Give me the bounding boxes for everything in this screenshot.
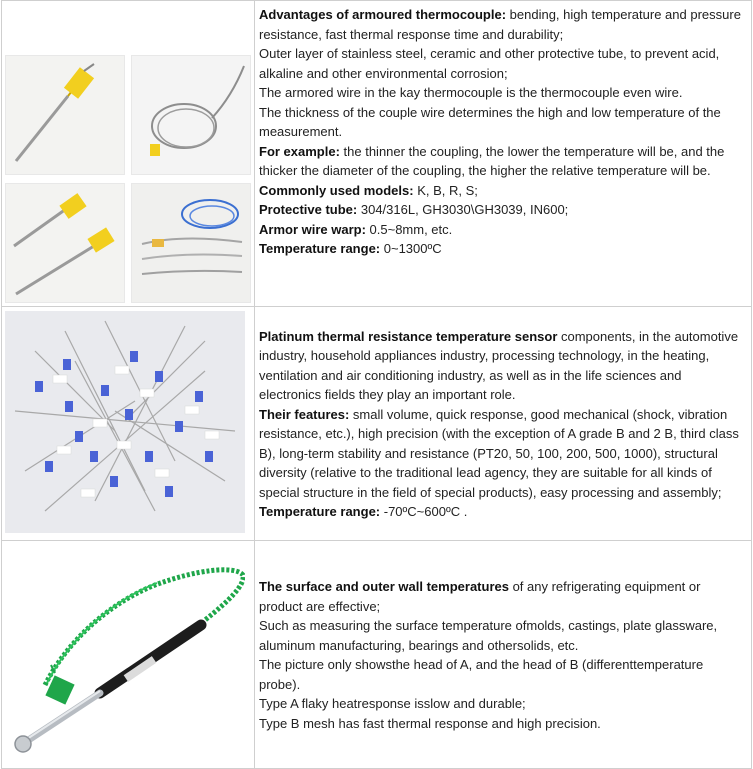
table-row [2,1,752,307]
paragraph-text: The armored wire in the kay thermocouple is the thermocouple even wire. [259,85,683,100]
platinum-resistance-sensors-photo [5,311,245,533]
paragraph-text: 304/316L, GH3030\GH3039, IN600; [357,202,569,217]
paragraph-heading: Platinum thermal resistance temperature sensor [259,328,558,344]
paragraph-text: K, B, R, S; [413,182,478,198]
paragraph-text: 0~1300ºC [380,241,442,256]
paragraph [259,142,747,181]
paragraph [259,239,747,259]
dual-probe-photo-icon [5,183,125,303]
armoured-thermocouple-photos [5,55,251,303]
paragraph [259,616,747,655]
paragraph-text: Such as measuring the surface temperature ofmolds, castings, plate glassware, aluminum manufacturing, bearings and othersolids, etc. [259,618,718,653]
paragraph-text: bending, high temperature and pressure resistance, fast thermal response time and durability; [259,7,741,42]
paragraph-heading: For example: [259,143,340,159]
paragraph-text: components, in the automotive industry, household appliances industry, processing technology, in the heating, ventilation and air conditioning industry, as well as in the life sciences and electronics fields they play an important role. [259,328,739,402]
paragraph-text: small volume, quick response, good mechanical (shock, vibration resistance, etc.), high precision (with the exception of A grade B and 2 B, third class B), long-term stability and resistance (PT20, 50, 100, 200, 500, 1000), structural diversity (relative to the traditional lead agency, they are suitable for all kinds of special structure in the field of special products), easy processing and assembly; [259,406,739,500]
paragraph-heading: Advantages of armoured thermocouple: [259,7,507,22]
probe-photo-icon [5,55,125,175]
paragraph [259,694,747,714]
image-cell [2,307,255,541]
description-cell [255,541,752,769]
paragraph [259,44,747,83]
paragraph [259,327,747,405]
paragraph [259,181,747,201]
description-cell [255,1,752,307]
paragraph [259,577,747,616]
paragraph-heading: The surface and outer wall temperatures [259,579,509,594]
paragraph-heading: Temperature range: [259,241,381,256]
paragraph [259,220,747,240]
image-cell [2,1,255,307]
paragraph-heading: Protective tube: [259,202,358,217]
paragraph-text: 0.5~8mm, etc. [365,221,453,237]
paragraph-text: the thinner the coupling, the lower the temperature will be, and the thicker the diameter of the coupling, the higher the relative temperature will be. [259,143,725,178]
paragraph [259,5,747,44]
paragraph-group [259,311,747,537]
paragraph-text: The picture only showsthe head of A, and the head of B (differenttemperature probe). [259,657,704,692]
description-cell [255,307,752,541]
paragraph-text: Type A flaky heatresponse isslow and durable; [259,696,526,711]
paragraph-heading: Armor wire warp: [259,221,366,237]
paragraph [259,103,747,142]
table-row [2,307,752,541]
paragraph-text: of any refrigerating equipment or product are effective; [259,579,701,614]
coiled-wire-photo-icon [131,55,251,175]
paragraph-heading: Their features: [259,406,350,422]
surface-probe-photo [5,545,245,759]
paragraph-group [259,545,747,765]
image-cell [2,541,255,769]
paragraph-text: -70ºC~600ºC . [380,504,468,519]
paragraph-text: Outer layer of stainless steel, ceramic and other protective tube, to prevent acid, alkaline and other environmental corrosion; [259,46,720,81]
paragraph [259,200,747,220]
paragraph [259,655,747,694]
paragraph-heading: Temperature range: [259,504,381,519]
table-row [2,541,752,769]
paragraph [259,714,747,734]
paragraph [259,502,747,522]
paragraph-text: The thickness of the couple wire determines the high and low temperature of the measurement. [259,104,721,139]
spec-table [1,0,752,769]
paragraph-text: Type B mesh has fast thermal response and high precision. [259,715,601,731]
blue-wire-photo-icon [131,183,251,303]
paragraph [259,405,747,503]
paragraph [259,83,747,103]
paragraph-heading: Commonly used models: [259,182,414,198]
